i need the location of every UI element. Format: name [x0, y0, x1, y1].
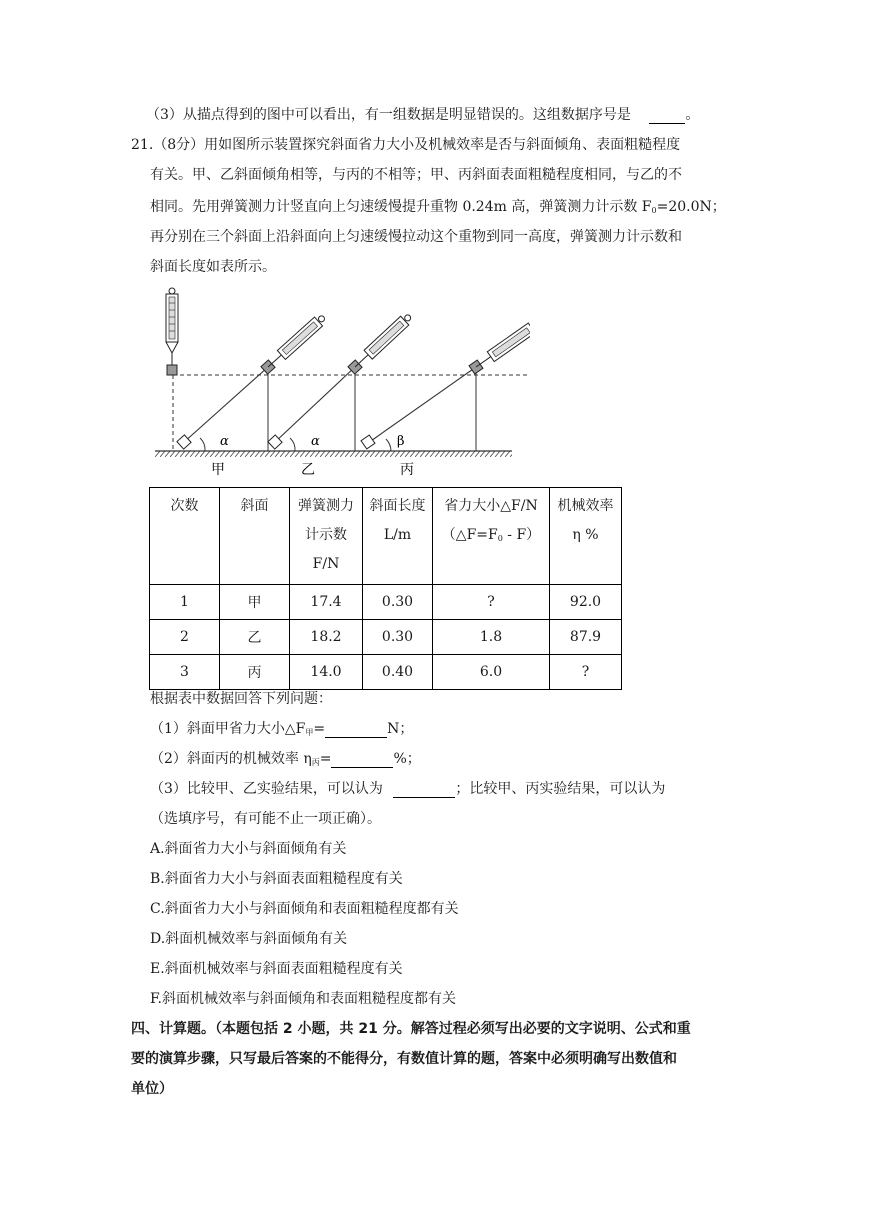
- option-e: E.斜面机械效率与斜面表面粗糙程度有关: [150, 961, 403, 977]
- table-cell: ?: [550, 655, 622, 690]
- section4-heading-line1: 四、计算题。（本题包括 2 小题，共 21 分。解答过程必须写出必要的文字说明、公式和重: [131, 1021, 691, 1037]
- section4-heading-line2: 要的演算步骤，只写最后答案的不能得分，有数值计算的题，答案中必须明确写出数值和: [131, 1051, 677, 1067]
- table-cell: 1: [150, 585, 220, 620]
- option-b: B.斜面省力大小与斜面表面粗糙程度有关: [150, 871, 403, 887]
- angle-label-jia: α: [220, 434, 229, 449]
- q21-line5: 斜面长度如表所示。: [150, 259, 276, 275]
- table-cell: 87.9: [550, 620, 622, 655]
- q21-line3: 相同。先用弹簧测力计竖直向上匀速缓慢提升重物 0.24m 高，弹簧测力计示数 $F_0=20.0N$；: [150, 199, 726, 215]
- ground: [155, 451, 512, 457]
- answer-blank-compare-1[interactable]: [393, 781, 455, 798]
- table-cell: 乙: [220, 620, 290, 655]
- incline-experiment-figure: [150, 283, 530, 483]
- incline-label-bing: 丙: [400, 462, 414, 478]
- table-cell: 2: [150, 620, 220, 655]
- table-cell: ?: [433, 585, 550, 620]
- table-cell: 92.0: [550, 585, 622, 620]
- answers-intro: 根据表中数据回答下列问题：: [150, 691, 332, 707]
- q21-line2: 有关。甲、乙斜面倾角相等，与丙的不相等；甲、丙斜面表面粗糙程度相同，与乙的不: [150, 167, 682, 183]
- header-trial: 次数: [150, 488, 220, 585]
- incline-label-jia: 甲: [211, 462, 225, 478]
- answer-blank-efficiency[interactable]: [331, 751, 393, 768]
- table-row: [150, 655, 622, 690]
- header-incline: 斜面: [220, 488, 290, 585]
- option-d: D.斜面机械效率与斜面倾角有关: [150, 931, 348, 947]
- angle-label-yi: α: [311, 434, 320, 449]
- weight-block: [167, 365, 177, 375]
- table-header-row: [150, 488, 622, 585]
- sub-question-1: （1）斜面甲省力大小$\triangle F_甲= N$；: [150, 721, 414, 737]
- incline-label-yi: 乙: [301, 462, 315, 478]
- incline-yi: [268, 311, 414, 451]
- vertical-spring-scale: [166, 288, 178, 375]
- sub-question-3: （3）比较甲、乙实验结果，可以认为 ；比较甲、丙实验结果，可以认为: [150, 781, 666, 797]
- table-cell: 18.2: [290, 620, 363, 655]
- table-row: [150, 620, 622, 655]
- q21-line1: 21.（8分）用如图所示装置探究斜面省力大小及机械效率是否与斜面倾角、表面粗糙程度: [131, 137, 681, 153]
- previous-question-text: （3）从描点得到的图中可以看出，有一组数据是明显错误的。这组数据序号是: [146, 107, 631, 123]
- table-cell: 0.40: [363, 655, 433, 690]
- q21-line4: 再分别在三个斜面上沿斜面向上匀速缓慢拉动这个重物到同一高度，弹簧测力计示数和: [150, 229, 682, 245]
- table-cell: 1.8: [433, 620, 550, 655]
- experiment-data-table: [149, 487, 622, 690]
- table-cell: 0.30: [363, 585, 433, 620]
- header-spring-reading: 弹簧测力 计示数 F/N: [290, 488, 363, 585]
- section4-heading-line3: 单位）: [131, 1081, 173, 1097]
- option-f: F.斜面机械效率与斜面倾角和表面粗糙程度都有关: [150, 991, 456, 1007]
- header-incline-length: 斜面长度 L/m: [363, 488, 433, 585]
- option-c: C.斜面省力大小与斜面倾角和表面粗糙程度都有关: [150, 901, 459, 917]
- table-cell: 甲: [220, 585, 290, 620]
- incline-jia: [177, 312, 328, 451]
- table-cell: 0.30: [363, 620, 433, 655]
- table-row: [150, 585, 622, 620]
- header-efficiency: 机械效率 η %: [550, 488, 622, 585]
- table-cell: 3: [150, 655, 220, 690]
- option-a: A.斜面省力大小与斜面倾角有关: [150, 841, 347, 857]
- previous-question-part3: [146, 104, 699, 124]
- table-cell: 14.0: [290, 655, 363, 690]
- header-force-saved: 省力大小△F/N $(\triangle F=F_0 - F)$: [433, 488, 550, 585]
- answer-blank-force[interactable]: [325, 721, 387, 738]
- period: 。: [685, 107, 700, 123]
- table-cell: 6.0: [433, 655, 550, 690]
- table-cell: 丙: [220, 655, 290, 690]
- table-cell: 17.4: [290, 585, 363, 620]
- angle-label-bing: β: [397, 434, 405, 449]
- sub-question-3-cont: （选填序号，有可能不止一项正确）。: [150, 811, 381, 827]
- sub-question-2: （2）斜面丙的机械效率 $\eta_丙=$ %；: [150, 751, 421, 767]
- answer-blank[interactable]: [649, 107, 685, 124]
